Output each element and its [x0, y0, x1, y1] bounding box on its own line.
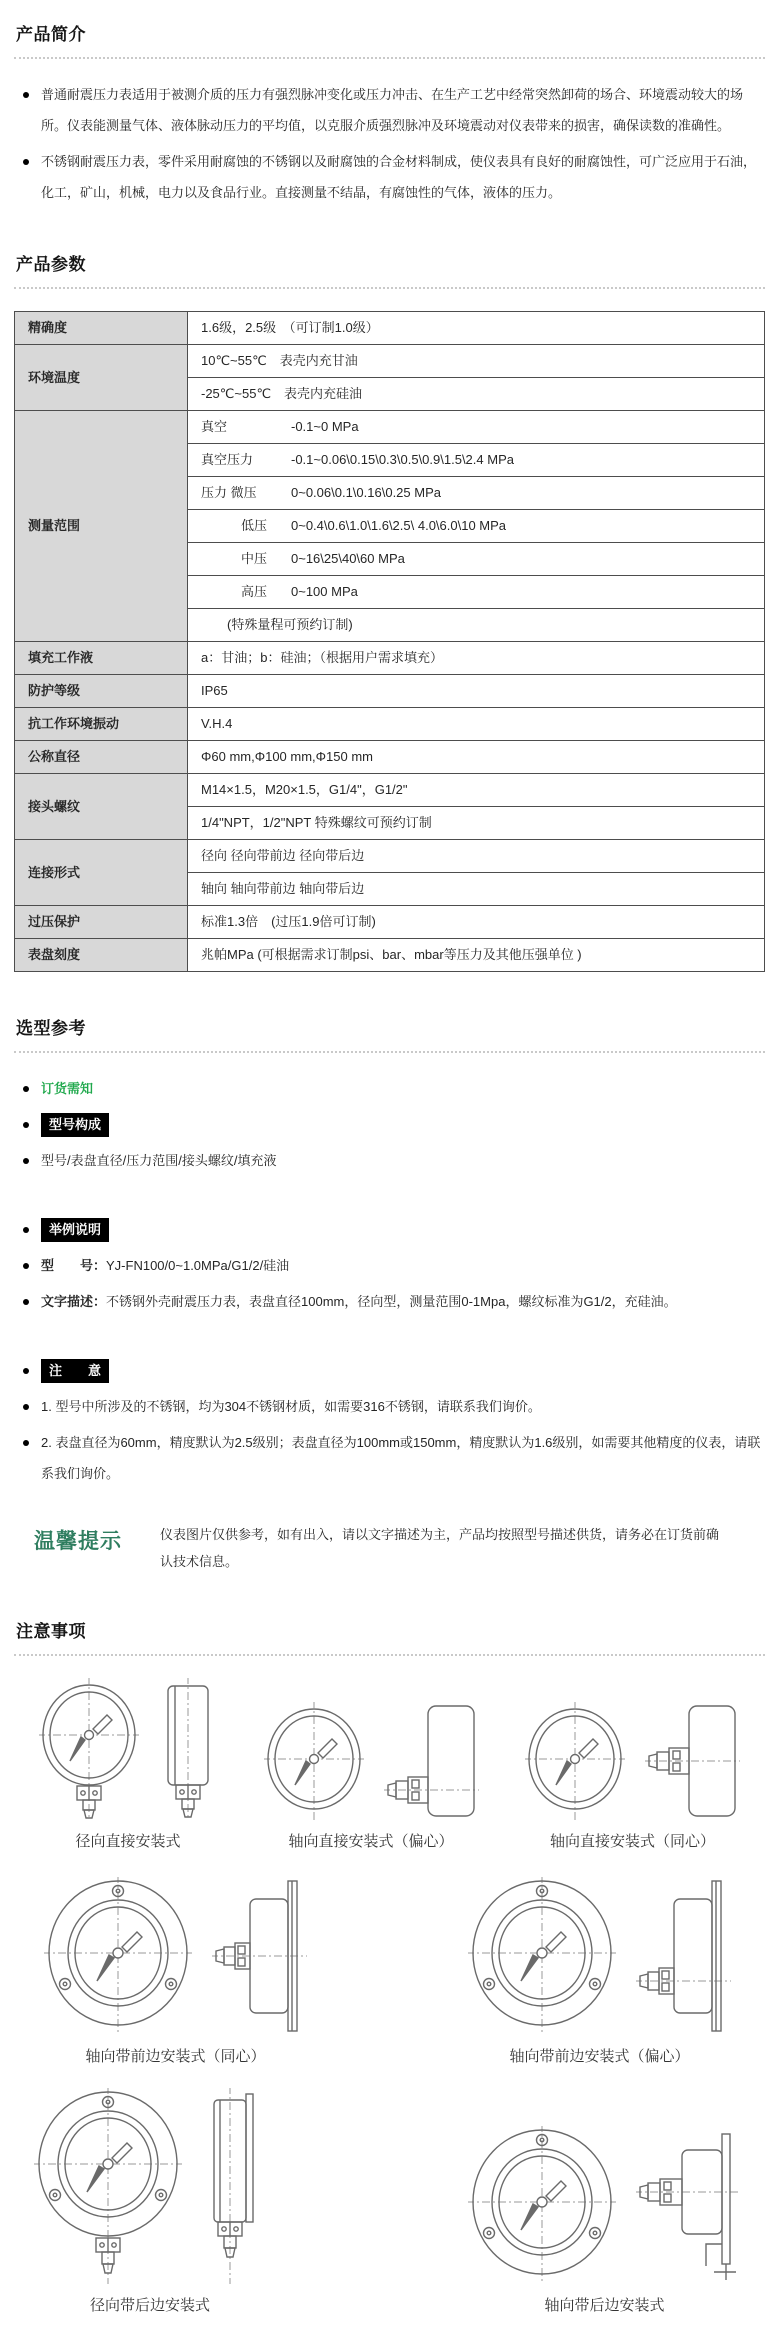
diagram-art	[39, 1678, 217, 1820]
gauge-front-flange-icon	[468, 2126, 616, 2284]
table-row	[15, 939, 765, 972]
param-label-cell: 接头螺纹	[15, 774, 188, 840]
diagram-radial-direct	[39, 1678, 217, 1851]
gauge-side-front-flange-concentric-icon	[212, 1877, 307, 2035]
table-row	[15, 345, 765, 378]
list-item-note-badge	[14, 1355, 765, 1386]
gauge-front-flange-radial-icon	[34, 2088, 182, 2284]
param-value-cell	[188, 444, 765, 477]
param-value-cell	[188, 477, 765, 510]
gauge-front-flange-icon	[468, 1877, 616, 2035]
diagram-art	[34, 2088, 266, 2284]
diagram-axial-direct-concentric	[525, 1702, 740, 1851]
range-value: 0~16\25\40\60 MPa	[291, 551, 405, 566]
param-value-cell	[188, 510, 765, 543]
list-item-order-notice	[14, 1073, 765, 1104]
list-item-model	[14, 1250, 765, 1281]
diagram-caption: 径向直接安装式	[75, 1833, 181, 1850]
selection-list	[14, 1073, 765, 1489]
section-selection	[14, 1006, 765, 1575]
list-item-description	[14, 1286, 765, 1317]
note-badge: 注 意	[41, 1359, 109, 1383]
diagram-caption: 轴向带前边安装式（偏心）	[509, 2048, 690, 2065]
diagram-axial-back-flange	[468, 2126, 741, 2315]
diagram-art	[468, 2126, 741, 2284]
gauge-side-axial-concentric-icon	[645, 1702, 740, 1820]
param-label-cell: 表盘刻度	[15, 939, 188, 972]
param-label-cell: 填充工作液	[15, 642, 188, 675]
gauge-side-radial-back-flange-icon	[202, 2088, 266, 2284]
gauge-side-front-flange-eccentric-icon	[636, 1877, 731, 2035]
list-item-note-1: 1. 型号中所涉及的不锈钢，均为304不锈钢材质，如需要316不锈钢，请联系我们询价。	[14, 1391, 765, 1422]
model-label: 型 号：	[41, 1258, 107, 1273]
param-value-cell: 轴向 轴向带前边 轴向带后边	[188, 873, 765, 906]
diagram-art	[468, 1877, 731, 2035]
param-label-cell: 过压保护	[15, 906, 188, 939]
param-label-cell: 防护等级	[15, 675, 188, 708]
order-notice-link[interactable]: 订货需知	[41, 1081, 94, 1096]
diagram-axial-direct-eccentric	[264, 1702, 479, 1851]
diagram-row-1	[14, 1678, 765, 1851]
param-value-cell: V.H.4	[188, 708, 765, 741]
diagram-caption: 轴向直接安装式（偏心）	[288, 1833, 454, 1850]
params-title: 产品参数	[14, 242, 765, 289]
diagram-row-2	[14, 1877, 765, 2066]
list-item-note-2: 2. 表盘直径为60mm，精度默认为2.5级别；表盘直径为100mm或150mm，精度默认为1.6级别，如需要其他精度的仪表，请联系我们询价。	[14, 1427, 765, 1489]
range-value: 0~100 MPa	[291, 584, 358, 599]
gauge-front-flange-icon	[44, 1877, 192, 2035]
param-label-cell: 环境温度	[15, 345, 188, 411]
diagram-art	[525, 1702, 740, 1820]
range-label: 压力 微压	[201, 485, 257, 500]
param-label-cell: 连接形式	[15, 840, 188, 906]
list-item-model-format: 型号/表盘直径/压力范围/接头螺纹/填充液	[14, 1145, 765, 1176]
table-row	[15, 774, 765, 807]
diagram-front-flange-eccentric	[468, 1877, 731, 2066]
table-row	[15, 840, 765, 873]
table-row	[15, 411, 765, 444]
diagram-art	[44, 1877, 307, 2035]
param-value-cell: a：甘油；b：硅油；（根据用户需求填充）	[188, 642, 765, 675]
description-label: 文字描述：	[41, 1294, 107, 1309]
range-value: 0~0.4\0.6\1.0\1.6\2.5\ 4.0\6.0\10 MPa	[291, 518, 507, 533]
param-value-cell: IP65	[188, 675, 765, 708]
example-badge: 举例说明	[41, 1218, 109, 1242]
param-value-cell: -25℃~55℃ 表壳内充硅油	[188, 378, 765, 411]
intro-bullet-list	[14, 79, 765, 208]
diagram-caption: 轴向带后边安装式	[544, 2297, 665, 2314]
diagram-radial-back-flange	[34, 2088, 266, 2315]
list-item-model-badge	[14, 1109, 765, 1140]
range-label: 真空压力	[201, 452, 254, 467]
param-value-cell: 径向 径向带前边 径向带后边	[188, 840, 765, 873]
param-value-cell	[188, 576, 765, 609]
param-label-cell: 测量范围	[15, 411, 188, 642]
range-value: 0~0.06\0.1\0.16\0.25 MPa	[291, 485, 441, 500]
table-row	[15, 642, 765, 675]
diagram-art	[264, 1702, 479, 1820]
param-value-cell: 1.6级，2.5级 （可订制1.0级）	[188, 312, 765, 345]
table-row	[15, 906, 765, 939]
param-value-cell: M14×1.5，M20×1.5，G1/4"，G1/2"	[188, 774, 765, 807]
params-table	[14, 311, 765, 972]
model-composition-badge: 型号构成	[41, 1113, 109, 1137]
param-label-cell: 精确度	[15, 312, 188, 345]
param-label-cell: 抗工作环境振动	[15, 708, 188, 741]
table-row	[15, 708, 765, 741]
range-value: -0.1~0.06\0.15\0.3\0.5\0.9\1.5\2.4 MPa	[291, 452, 514, 467]
param-value-cell: 兆帕MPa (可根据需求订制psi、bar、mbar等压力及其他压强单位 )	[188, 939, 765, 972]
range-label: 中压	[241, 551, 268, 566]
table-row	[15, 741, 765, 774]
intro-bullet-2: 不锈钢耐震压力表，零件采用耐腐蚀的不锈钢以及耐腐蚀的合金材料制成，使仪表具有良好的耐腐蚀性，可广泛应用于石油，化工，矿山，机械，电力以及食品行业。直接测量不结晶，有腐蚀性的气体，液体的压力。	[14, 146, 765, 208]
param-value-cell: 1/4"NPT，1/2"NPT 特殊螺纹可预约订制	[188, 807, 765, 840]
param-value-cell: Φ60 mm,Φ100 mm,Φ150 mm	[188, 741, 765, 774]
range-label: 真空	[201, 419, 228, 434]
range-label: 高压	[241, 584, 268, 599]
gauge-side-axial-eccentric-icon	[384, 1702, 479, 1820]
notice-title: 注意事项	[14, 1609, 765, 1656]
description-value: 不锈钢外壳耐震压力表，表盘直径100mm，径向型，测量范围0-1Mpa，螺纹标准为G1/2，充硅油。	[106, 1294, 677, 1309]
gauge-front-axial-icon	[264, 1702, 364, 1820]
gauge-side-radial-icon	[159, 1678, 217, 1820]
gauge-front-radial-icon	[39, 1678, 139, 1820]
range-label: 低压	[241, 518, 268, 533]
warm-tip-text: 仪表图片仅供参考，如有出入，请以文字描述为主，产品均按照型号描述供货，请务必在订货前确认技术信息。	[160, 1527, 720, 1569]
intro-title: 产品简介	[14, 12, 765, 59]
list-item-example-badge	[14, 1214, 765, 1245]
diagram-front-flange-concentric	[44, 1877, 307, 2066]
warm-tip-title: 温馨提示	[34, 1530, 122, 1553]
section-intro	[14, 12, 765, 208]
range-note: (特殊量程可预约订制)	[227, 617, 353, 632]
diagram-caption: 轴向直接安装式（同心）	[549, 1833, 715, 1850]
table-row	[15, 312, 765, 345]
param-label-cell: 公称直径	[15, 741, 188, 774]
model-value: YJ-FN100/0~1.0MPa/G1/2/硅油	[106, 1258, 290, 1273]
param-value-cell	[188, 543, 765, 576]
warm-tip	[14, 1519, 765, 1575]
gauge-front-axial-icon	[525, 1702, 625, 1820]
diagram-caption: 径向带后边安装式	[89, 2297, 210, 2314]
param-value-cell	[188, 411, 765, 444]
section-params	[14, 242, 765, 972]
selection-title: 选型参考	[14, 1006, 765, 1053]
section-notice	[14, 1609, 765, 2315]
param-value-cell: 标准1.3倍 (过压1.9倍可订制)	[188, 906, 765, 939]
diagram-caption: 轴向带前边安装式（同心）	[85, 2048, 266, 2065]
range-value: -0.1~0 MPa	[291, 419, 359, 434]
diagram-row-3	[14, 2088, 765, 2315]
gauge-side-axial-back-flange-icon	[636, 2126, 741, 2284]
table-row	[15, 675, 765, 708]
intro-bullet-1: 普通耐震压力表适用于被测介质的压力有强烈脉冲变化或压力冲击、在生产工艺中经常突然卸荷的场合、环境震动较大的场所。仪表能测量气体、液体脉动压力的平均值，以克服介质强烈脉冲及环境震动对仪表带来的损害，确保读数的准确性。	[14, 79, 765, 141]
param-value-cell: 10℃~55℃ 表壳内充甘油	[188, 345, 765, 378]
param-value-cell	[188, 609, 765, 642]
